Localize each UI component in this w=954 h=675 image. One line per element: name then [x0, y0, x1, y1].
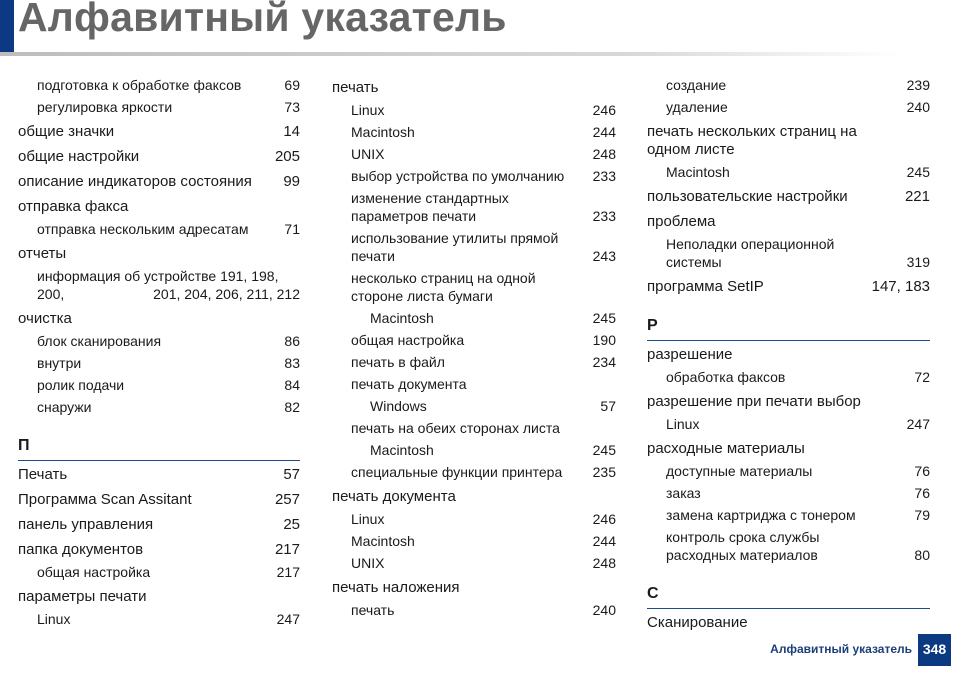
index-term: несколько страниц на одной стороне листа бумаги: [351, 270, 536, 304]
index-entry: [647, 276, 930, 298]
index-term: замена картриджа с тонером: [666, 507, 856, 523]
index-term: программа SetIP: [647, 278, 764, 295]
index-page-ref[interactable]: 246: [592, 511, 616, 527]
index-subentry: [18, 330, 300, 352]
index-term: Linux: [37, 611, 71, 627]
index-page-ref[interactable]: 257: [274, 491, 300, 508]
index-subentry: [647, 526, 930, 566]
index-subentry: [647, 504, 930, 526]
index-term: панель управления: [18, 516, 154, 533]
index-subentry: [647, 482, 930, 504]
index-subentry: [18, 608, 300, 630]
index-page-ref[interactable]: 233: [592, 208, 616, 224]
index-subentry: [332, 599, 616, 621]
index-entry: [647, 121, 930, 161]
index-page-ref[interactable]: 25: [283, 516, 300, 533]
index-page-ref[interactable]: 76: [914, 463, 930, 479]
index-term: регулировка яркости: [37, 99, 173, 115]
index-subentry: [332, 329, 616, 351]
title-divider: [0, 52, 900, 56]
index-page-ref[interactable]: 240: [906, 99, 930, 115]
index-page-ref[interactable]: 57: [283, 466, 300, 483]
index-page-ref[interactable]: 14: [283, 123, 300, 140]
index-term: информация об устройстве 191, 198, 200,: [37, 268, 279, 302]
index-page-ref[interactable]: 71: [284, 221, 300, 237]
index-subentry: [647, 366, 930, 388]
page-title: Алфавитный указатель: [18, 0, 507, 40]
index-term: подготовка к обработке факсов: [37, 77, 242, 93]
index-page-ref[interactable]: 243: [592, 248, 616, 264]
index-subentry: [332, 99, 616, 121]
index-entry: [332, 77, 616, 99]
index-entry: [18, 196, 300, 218]
index-term: Macintosh: [370, 310, 434, 326]
index-subentry: [332, 461, 616, 483]
index-subentry: [647, 413, 930, 435]
index-page-ref[interactable]: 240: [592, 602, 616, 618]
index-entry: [18, 121, 300, 143]
index-entry: [18, 171, 300, 193]
index-term: пользовательские настройки: [647, 188, 848, 205]
index-subentry: [18, 265, 300, 305]
index-subentry: [332, 351, 616, 373]
index-page-ref[interactable]: 245: [592, 310, 616, 326]
index-entry: [647, 186, 930, 208]
index-term: папка документов: [18, 541, 144, 558]
index-term: разрешение при печати выбор: [647, 393, 861, 410]
index-term: использование утилиты прямой печати: [351, 230, 559, 264]
index-term: обработка факсов: [666, 369, 786, 385]
index-subentry: [332, 373, 616, 395]
index-term: Windows: [370, 398, 427, 414]
index-subentry: [647, 460, 930, 482]
index-term: Macintosh: [351, 533, 415, 549]
index-page-ref[interactable]: 319: [906, 254, 930, 270]
index-term: описание индикаторов состояния: [18, 173, 252, 190]
index-subentry: [647, 96, 930, 118]
index-term: печать нескольких страниц на одном листе: [647, 123, 857, 158]
index-subentry: [18, 352, 300, 374]
index-term: UNIX: [351, 146, 385, 162]
title-accent-bar: [0, 0, 14, 52]
index-page-ref[interactable]: 76: [914, 485, 930, 501]
index-term: Программа Scan Assitant: [18, 491, 192, 508]
index-subentry: [18, 396, 300, 418]
index-term: разрешение: [647, 346, 733, 363]
index-term: общая настройка: [37, 564, 151, 580]
index-term: Неполадки операционной системы: [666, 236, 835, 270]
index-term: общие значки: [18, 123, 115, 140]
index-letter-heading: П: [18, 434, 300, 461]
index-page-ref[interactable]: 205: [274, 148, 300, 165]
index-term: Сканирование: [647, 614, 748, 631]
index-term: ролик подачи: [37, 377, 125, 393]
index-term: удаление: [666, 99, 728, 115]
page-number-badge: 348: [918, 634, 951, 666]
index-term: Macintosh: [351, 124, 415, 140]
index-subentry: [332, 187, 616, 227]
index-page-ref[interactable]: 86: [284, 333, 300, 349]
index-page-ref[interactable]: 246: [592, 102, 616, 118]
index-subentry: [332, 552, 616, 574]
index-subentry: [332, 530, 616, 552]
index-entry: [18, 243, 300, 265]
index-term: отправка нескольким адресатам: [37, 221, 249, 237]
index-page-ref[interactable]: 79: [914, 507, 930, 523]
index-column-2: [332, 74, 616, 621]
index-entry: [647, 438, 930, 460]
index-page-ref[interactable]: 201, 204, 206, 211, 212: [153, 286, 300, 302]
index-subentry: [332, 121, 616, 143]
index-term: изменение стандартных параметров печати: [351, 190, 509, 224]
index-page-ref[interactable]: 235: [592, 464, 616, 480]
index-page-ref[interactable]: 82: [284, 399, 300, 415]
index-term: доступные материалы: [666, 463, 813, 479]
index-subentry: [18, 96, 300, 118]
index-term: очистка: [18, 310, 72, 327]
index-term: печать в файл: [351, 354, 445, 370]
index-subentry: [647, 161, 930, 183]
index-column-1: [18, 74, 300, 630]
index-term: Macintosh: [370, 442, 434, 458]
index-page-ref[interactable]: 248: [592, 146, 616, 162]
index-entry: [332, 577, 616, 599]
index-page-ref[interactable]: 221: [904, 188, 930, 205]
index-page-ref[interactable]: 190: [592, 332, 616, 348]
index-term: параметры печати: [18, 588, 147, 605]
index-subentry: [332, 267, 616, 307]
index-term: Macintosh: [666, 164, 730, 180]
index-entry: [18, 539, 300, 561]
index-term: Linux: [666, 416, 700, 432]
index-page-ref[interactable]: 234: [592, 354, 616, 370]
index-term: создание: [666, 77, 727, 93]
index-page-ref[interactable]: 99: [283, 173, 300, 190]
index-entry: [332, 486, 616, 508]
index-term: печать наложения: [332, 579, 460, 596]
index-page-ref[interactable]: 84: [284, 377, 300, 393]
index-entry: [18, 514, 300, 536]
index-term: снаружи: [37, 399, 92, 415]
index-term: печать на обеих сторонах листа: [351, 420, 560, 436]
index-page-ref[interactable]: 73: [284, 99, 300, 115]
index-page-ref[interactable]: 247: [906, 416, 930, 432]
index-page-ref[interactable]: 69: [284, 77, 300, 93]
index-subentry: [332, 143, 616, 165]
index-page-ref[interactable]: 245: [906, 164, 930, 180]
index-page-ref[interactable]: 233: [592, 168, 616, 184]
index-subentry: [18, 374, 300, 396]
index-term: UNIX: [351, 555, 385, 571]
index-entry: [647, 391, 930, 413]
index-page-ref[interactable]: 244: [592, 124, 616, 140]
index-term: контроль срока службы расходных материалов: [666, 529, 820, 563]
index-term: отправка факса: [18, 198, 129, 215]
index-subentry: [18, 218, 300, 240]
index-subentry: [332, 439, 616, 461]
index-entry: [18, 308, 300, 330]
index-subentry: [332, 417, 616, 439]
index-entry: [647, 211, 930, 233]
index-page-ref[interactable]: 72: [914, 369, 930, 385]
index-page-ref[interactable]: 247: [276, 611, 300, 627]
index-term: печать: [332, 79, 379, 96]
index-term: общая настройка: [351, 332, 465, 348]
index-letter-heading: Р: [647, 314, 930, 341]
index-term: Linux: [351, 102, 385, 118]
index-term: заказ: [666, 485, 701, 501]
index-subentry: [647, 74, 930, 96]
index-term: специальные функции принтера: [351, 464, 563, 480]
index-page-ref[interactable]: 57: [600, 398, 616, 414]
index-term: проблема: [647, 213, 716, 230]
index-term: печать: [351, 602, 395, 618]
index-term: печать документа: [351, 376, 467, 392]
index-term: Печать: [18, 466, 68, 483]
index-term: печать документа: [332, 488, 456, 505]
index-page-ref[interactable]: 245: [592, 442, 616, 458]
index-page-ref[interactable]: 83: [284, 355, 300, 371]
index-entry: [647, 612, 930, 634]
index-term: отчеты: [18, 245, 67, 262]
index-letter-heading: С: [647, 582, 930, 609]
index-term: Linux: [351, 511, 385, 527]
index-term: расходные материалы: [647, 440, 805, 457]
index-term: общие настройки: [18, 148, 140, 165]
index-subentry: [332, 227, 616, 267]
index-page-ref[interactable]: 80: [914, 547, 930, 563]
index-page-ref[interactable]: 239: [906, 77, 930, 93]
index-term: выбор устройства по умолчанию: [351, 168, 565, 184]
index-subentry: [332, 165, 616, 187]
index-entry: [18, 146, 300, 168]
index-term: блок сканирования: [37, 333, 162, 349]
index-column-3: [647, 74, 930, 634]
index-entry: [18, 489, 300, 511]
index-subentry: [332, 508, 616, 530]
index-page-ref[interactable]: 217: [276, 564, 300, 580]
index-entry: [18, 586, 300, 608]
index-subentry: [647, 233, 930, 273]
index-subentry: [18, 561, 300, 583]
footer-section-label: Алфавитный указатель: [770, 642, 912, 656]
index-page-ref[interactable]: 147, 183: [871, 278, 930, 295]
index-page-ref[interactable]: 248: [592, 555, 616, 571]
index-entry: [647, 344, 930, 366]
index-page-ref[interactable]: 244: [592, 533, 616, 549]
index-subentry: [332, 307, 616, 329]
index-entry: [18, 464, 300, 486]
index-page-ref[interactable]: 217: [274, 541, 300, 558]
index-subentry: [18, 74, 300, 96]
index-term: внутри: [37, 355, 82, 371]
index-subentry: [332, 395, 616, 417]
